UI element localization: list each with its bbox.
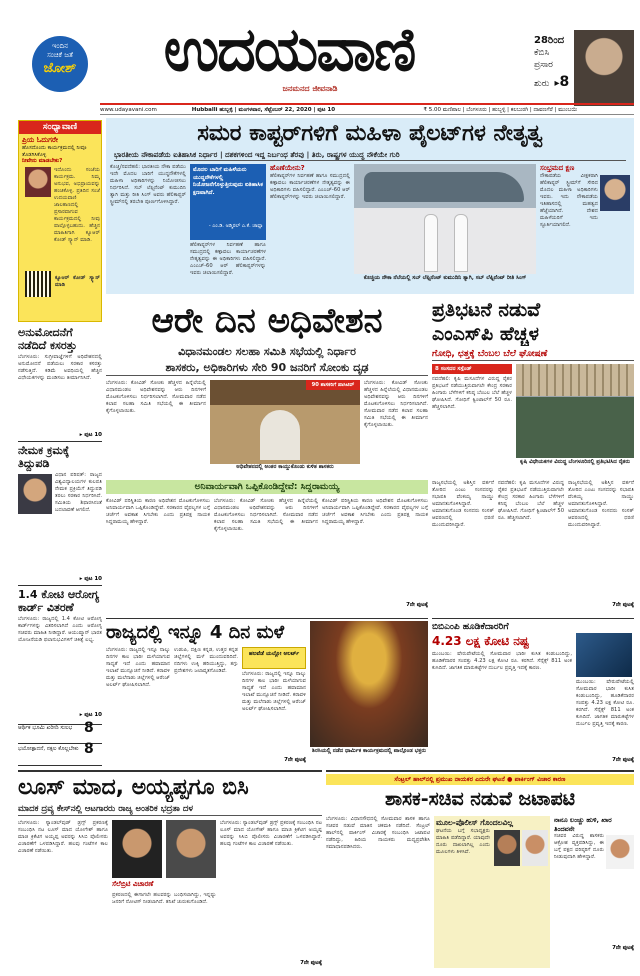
left-story-1-cont: ▸ ಪುಟ 10	[79, 432, 102, 438]
clash-box-title: ಮೂಲ-ಪೊಲೀಸ್ ಗೊಂದಲವಿಲ್ಲ	[436, 818, 513, 827]
drugs-photo-1	[112, 820, 162, 878]
bbmp-title: ಬಿಬಿಎಂಪಿ ಹೂಡಿಕೆದಾರರಿಗೆ	[432, 622, 509, 632]
clash-photo-2	[494, 830, 520, 866]
left-story-3-cont: ▸ ಪುಟ 10	[79, 712, 102, 718]
bbmp-headline[interactable]: 4.23 ಲಕ್ಷ ಕೋಟಿ ನಷ್ಟ	[432, 634, 529, 648]
clash-story	[326, 770, 634, 970]
helicopter	[364, 172, 524, 202]
pointer-1-page: 8	[84, 720, 94, 736]
promo-line-4: ಶುರು	[534, 79, 550, 89]
protest-body-3: ನವದೆಹಲಿ: ಕೃಷಿ ಮಸೂದೆಗಳ ವಿರುದ್ಧ ರೈತರ ಪ್ರತಿಭಟನೆ ನಡೆಯುತ್ತಿರುವಾಗಲೇ ಕೇಂದ್ರ ಸರಕಾರ ಹಿಂಗಾರು ಬೆಳೆಗಳಿಗೆ ಕನಿಷ್ಠ ಬೆಂಬಲ ಬೆಲೆ ಹೆಚ್ಚಳ ಘೋಷಿಸಿದೆ. ಗೋಧಿಗೆ ಕ್ವಿಂಟಾಲ್‌ಗೆ 50 ರೂ. ಹೆಚ್ಚಿಸಲಾಗಿದೆ.	[498, 480, 564, 521]
lead-side	[540, 164, 630, 292]
masthead	[0, 0, 640, 100]
rain-body-2: ಉಡುಪಿ, ದಕ್ಷಿಣ ಕನ್ನಡ, ಉತ್ತರ ಕನ್ನಡ ಜಿಲ್ಲೆಗಳಲ್ಲಿ ಮಳೆ ಮುಂದುವರಿದಿದೆ. ನದಿಗಳು ಉಕ್ಕಿ ಹರಿಯುತ್ತಿದ್ದು, ತಗ್ಗು ಪ್ರದೇಶಗಳು ಜಲಾವೃತಗೊಂಡಿವೆ.	[174, 647, 238, 674]
session-body-5: ಕೋವಿಡ್ ಪರಿಸ್ಥಿತಿಯ ಕಾರಣ ಅಧಿವೇಶನ ಮೊಟಕುಗೊಳಿಸಲು ಅನಿವಾರ್ಯವಾಗಿ ಒಪ್ಪಿಕೊಂಡಿದ್ದೇವೆ. ಸರಕಾರದ ವೈಫಲ್ಯಗಳ ಬಗ್ಗೆ ಚರ್ಚೆಗೆ ಅವಕಾಶ ಸಿಗಬೇಕು ಎಂದು ಪ್ರತಿಪಕ್ಷ ನಾಯಕ ಸಿದ್ದರಾಮಯ್ಯ ಹೇಳಿದ್ದಾರೆ.	[322, 498, 428, 525]
left-story-3-body: ಬೆಂಗಳೂರು: ರಾಜ್ಯದಲ್ಲಿ 1.4 ಕೋಟಿ ಆರೋಗ್ಯ ಕಾರ್ಡ್‌ಗಳನ್ನು ವಿತರಿಸಲಾಗಿದೆ ಎಂದು ಆರೋಗ್ಯ ಸಚಿವರು ಮಾಹಿತಿ ನೀಡಿದ್ದಾರೆ. ಆಯುಷ್ಮಾನ್ ಭಾರತ ಯೋಜನೆಯಡಿ ಫಲಾನುಭವಿಗಳಿಗೆ ಚಿಕಿತ್ಸೆ ಲಭ್ಯ.	[18, 616, 102, 643]
left-story-1-cont-text[interactable]: ಪುಟ 10	[84, 432, 102, 438]
drugs-headline[interactable]: ಲೂಸ್ ಮಾದ, ಅಯ್ಯಪ್ಪಗೂ ಬಿಸಿ	[18, 775, 249, 800]
rain-body-1: ಬೆಂಗಳೂರು: ರಾಜ್ಯದಲ್ಲಿ ಇನ್ನೂ ನಾಲ್ಕು ದಿನಗಳ ಕಾಲ ಭಾರೀ ಮಳೆಯಾಗುವ ಸಾಧ್ಯತೆ ಇದೆ ಎಂದು ಹವಾಮಾನ ಇಲಾಖೆ ಮುನ್ಸೂಚನೆ ನೀಡಿದೆ. ಕರಾವಳಿ ಮತ್ತು ಮಲೆನಾಡು ಜಿಲ್ಲೆಗಳಲ್ಲಿ ಆರೆಂಜ್ ಅಲರ್ಟ್ ಘೋಷಿಸಲಾಗಿದೆ.	[106, 647, 170, 688]
lead-body-1: ಕೊಚ್ಚಿ/ನವದೆಹಲಿ: ಭಾರತೀಯ ನೌಕಾ ಪಡೆಯು ಇದೇ ಮೊದಲ ಬಾರಿಗೆ ಯುದ್ಧನೌಕೆಗಳಲ್ಲಿ ಮಹಿಳಾ ಅಧಿಕಾರಿಗಳನ್ನು ನಿಯೋಜಿಸಲು ನಿರ್ಧರಿಸಿದೆ. ಸಬ್ ಲೆಫ್ಟಿನೆಂಟ್ ಕುಮುದಿನಿ ತ್ಯಾಗಿ ಮತ್ತು ರೀತಿ ಸಿಂಗ್ ಅವರು ಹೆಲಿಕಾಪ್ಟರ್ ಸ್ಟ್ರೀಮ್‌ನಲ್ಲಿ ತರಬೇತಿ ಪೂರ್ಣಗೊಳಿಸಿದ್ದಾರೆ.	[110, 164, 186, 205]
lead-side-title: ಸಂಭ್ರಮದ ಕ್ಷಣ	[540, 164, 575, 172]
promo-page-arrow: ▸	[554, 78, 560, 89]
lead-box	[270, 164, 350, 292]
badge-line-3: ಜೋಶ್	[43, 61, 77, 76]
rain-photo[interactable]	[310, 621, 428, 747]
session-story	[106, 298, 428, 614]
rain-tag: ಹಲವೆಡೆ ಯಲ್ಲೋ ಅಲರ್ಟ್	[242, 647, 306, 669]
clash-side-body: ಸಚಿವರ ವಿರುದ್ಧ ಶಾಸಕರು ಆಕ್ರೋಶ ವ್ಯಕ್ತಪಡಿಸಿದ್ದು, ಈ ಬಗ್ಗೆ ಪಕ್ಷದ ವರಿಷ್ಠರಿಗೆ ದೂರು ನೀಡುವುದಾಗಿ ಹೇಳಿದ್ದಾರೆ.	[554, 833, 604, 860]
lead-side-photo	[600, 175, 630, 211]
left-column	[18, 326, 102, 766]
lead-side-body: ನೌಕಾಪಡೆಯ ವೀಕ್ಷಕರಾಗಿ ಹೆಲಿಕಾಪ್ಟರ್ ಸ್ಟ್ರೀಮ್‌ಗೆ ಸೇರಿದ ಮೊದಲ ಮಹಿಳಾ ಅಧಿಕಾರಿಗಳು ಇವರು. ಇದು ನೌಕಾಪಡೆಯ ಇತಿಹಾಸದಲ್ಲಿ ಮಹತ್ವದ ಹೆಜ್ಜೆಯಾಗಿದೆ. ದೇಶದ ಮಹಿಳೆಯರಿಗೆ ಇದು ಸ್ಫೂರ್ತಿಯಾಗಲಿದೆ.	[540, 173, 598, 228]
protest-headline-2[interactable]: ಎಂಎಸ್‌ಪಿ ಹೆಚ್ಚಳ	[432, 323, 539, 345]
drugs-quote: ಸೆಲೆಬ್ರಿಟಿ ವಿಚಾರಣೆ	[112, 880, 154, 888]
sandhyavani-lead-1: ಪ್ರಿಯ ಓದುಗರೇ	[22, 136, 58, 144]
left-story-1-body: ಬೆಂಗಳೂರು: ಸುಗ್ರೀವಾಜ್ಞೆಗಳಿಗೆ ಅಧಿವೇಶನದಲ್ಲಿ ಅನುಮೋದನೆ ಪಡೆಯಲು ಸರಕಾರ ಕಸರತ್ತು ನಡೆಸುತ್ತಿದೆ. ಕಡಿಮೆ ಅವಧಿಯಲ್ಲಿ ಹೆಚ್ಚಿನ ವಿಧೇಯಕಗಳನ್ನು ಮಂಡಿಸಲು ತೀರ್ಮಾನಿಸಿದೆ.	[18, 354, 102, 381]
session-body-1: ಬೆಂಗಳೂರು: ಕೋವಿಡ್ ಸೋಂಕು ಹೆಚ್ಚಳದ ಹಿನ್ನೆಲೆಯಲ್ಲಿ ವಿಧಾನಮಂಡಲ ಅಧಿವೇಶನವನ್ನು ಆರು ದಿನಗಳಿಗೆ ಮೊಟಕುಗೊಳಿಸಲು ನಿರ್ಧರಿಸಲಾಗಿದೆ. ಸೋಮವಾರ ನಡೆದ ಕಲಾಪ ಸಲಹಾ ಸಮಿತಿ ಸಭೆಯಲ್ಲಿ ಈ ತೀರ್ಮಾನ ಕೈಗೊಳ್ಳಲಾಯಿತು.	[106, 380, 206, 414]
sandhyavani-body: ಇದೊಂದು ಸಂಜೆಯ ಕಾರ್ಯಕ್ರಮ. ನಿಮ್ಮ ಅನುಭವ, ಅಭಿಪ್ರಾಯವನ್ನು ಹಂಚಿಕೊಳ್ಳಿ. ಪ್ರತಿದಿನ ಸಂಜೆ ಉದಯವಾಣಿ ಜಾಲತಾಣದಲ್ಲಿ ಪ್ರಸಾರವಾಗುವ ಕಾರ್ಯಕ್ರಮದಲ್ಲಿ ನೀವು ಪಾಲ್ಗೊಳ್ಳಬಹುದು. ಹೆಚ್ಚಿನ ಮಾಹಿತಿಗಾಗಿ ಕ್ಯೂಆರ್ ಕೋಡ್ ಸ್ಕ್ಯಾನ್ ಮಾಡಿ.	[54, 167, 100, 243]
rain-caption: ಶಿರಸಿಯಲ್ಲಿ ನಡೆದ ಧಾರ್ಮಿಕ ಕಾರ್ಯಕ್ರಮದಲ್ಲಿ ಪಾಲ್ಗೊಂಡ ಭಕ್ತರು	[311, 748, 427, 754]
session-band: ಅನಿವಾರ್ಯವಾಗಿ ಒಪ್ಪಿಕೊಂಡಿದ್ದೇವೆ: ಸಿದ್ದರಾಮಯ್ಯ	[106, 480, 428, 494]
officer-1	[424, 214, 438, 272]
badge-line-2: ಸಂಚಿಕೆ ಜತೆ	[47, 51, 73, 59]
session-headline[interactable]: ಆರೇ ದಿನ ಅಧಿವೇಶನ	[151, 301, 383, 341]
left-story-2-body: ವಿಧಾನ ಪರಿಷತ್: ರಾಜ್ಯದ ವಿಶ್ವವಿದ್ಯಾಲಯಗಳ ಕುಲಪತಿ ನೇಮಕ ಪ್ರಕ್ರಿಯೆಗೆ ತಿದ್ದುಪಡಿ ತರಲು ಸರಕಾರ ನಿರ್ಧರಿಸಿದೆ. ಸಮಿತಿಯ ಶಿಫಾರಸಿನಂತೆ ಬದಲಾವಣೆ ಆಗಲಿದೆ.	[55, 472, 102, 513]
lead-box-body: ಹೆಲಿಕಾಪ್ಟರ್‌ಗಳ ನಿರ್ವಹಣೆ ಹಾಗೂ ಸಮುದ್ರದಲ್ಲಿ ಕಣ್ಗಾವಲು ಕಾರ್ಯಾಚರಣೆಗಳ ನೇತೃತ್ವವನ್ನು ಈ ಅಧಿಕಾರಿಗಳು ವಹಿಸಲಿದ್ದಾರೆ. ಎಂಎಚ್-60 ಆರ್ ಹೆಲಿಕಾಪ್ಟರ್‌ಗಳನ್ನು ಇವರು ಚಲಾಯಿಸಲಿದ್ದಾರೆ.	[270, 173, 350, 200]
edition-info: Hubballi ಹುಬ್ಬಳ್ಳಿ | ಮಂಗಳವಾರ, ಸೆಪ್ಟೆಂಬರ್ 22, 2020 | ಪುಟ 10	[191, 107, 336, 113]
clash-photo-1	[522, 830, 548, 866]
sandhyavani-photo	[25, 167, 51, 197]
left-story-1-title: ಅನುಮೋದನೆಗೆ ನಡೆದಿದೆ ಕಸರತ್ತು	[18, 326, 77, 352]
promo-line-1: 28ರಿಂದ	[534, 35, 565, 46]
left-story-2-cont: ▸ ಪುಟ 10	[79, 576, 102, 582]
protest-cont[interactable]: 7ನೇ ಪುಟಕ್ಕೆ	[612, 602, 634, 608]
badge-line-1: ಇಂದಿನ	[51, 42, 69, 50]
session-photo[interactable]	[210, 380, 360, 464]
divider	[18, 441, 102, 442]
lead-headline[interactable]: ಸಮರ ಕಾಪ್ಟರ್‌ಗಳಿಗೆ ಮಹಿಳಾ ಪೈಲಟ್‌ಗಳ ನೇತೃತ್ವ	[197, 121, 543, 146]
seated-figure	[260, 410, 300, 460]
promo-line-2: ಕೆಬಿಸಿ	[534, 48, 550, 58]
bbmp-photo	[576, 633, 632, 677]
protest-story	[432, 298, 634, 614]
left-story-2-title: ನೇಮಕ ಕ್ರಮಕ್ಕೆ ತಿದ್ದುಪಡಿ	[18, 444, 70, 470]
pointer-2-page: 8	[84, 741, 94, 757]
session-body-3: ಕೋವಿಡ್ ಪರಿಸ್ಥಿತಿಯ ಕಾರಣ ಅಧಿವೇಶನ ಮೊಟಕುಗೊಳಿಸಲು ಅನಿವಾರ್ಯವಾಗಿ ಒಪ್ಪಿಕೊಂಡಿದ್ದೇವೆ. ಸರಕಾರದ ವೈಫಲ್ಯಗಳ ಬಗ್ಗೆ ಚರ್ಚೆಗೆ ಅವಕಾಶ ಸಿಗಬೇಕು ಎಂದು ಪ್ರತಿಪಕ್ಷ ನಾಯಕ ಸಿದ್ದರಾಮಯ್ಯ ಹೇಳಿದ್ದಾರೆ.	[106, 498, 210, 525]
protest-photo[interactable]	[516, 364, 634, 458]
lead-quote: ಮೊದಲ ಬಾರಿಗೆ ಮಹಿಳೆಯರು ಯುದ್ಧನೌಕೆಗಳಲ್ಲಿ ನಿಯೋಜನೆಗೊಳ್ಳುತ್ತಿರುವುದು ಐತಿಹಾಸಿಕ ಕ್ಷಣವಾಗಿದೆ.	[193, 167, 263, 196]
clash-side	[554, 816, 634, 968]
lead-quote-by: - ಎಂ.ಡಿ. ಅಡ್ಮಿರಲ್ ಎ.ಕೆ. ಚಾವ್ಲಾ	[208, 223, 263, 229]
clash-cont[interactable]: 7ನೇ ಪುಟಕ್ಕೆ	[612, 945, 634, 951]
session-sub-2: ಶಾಸಕರು, ಅಧಿಕಾರಿಗಳು ಸೇರಿ 90 ಜನರಿಗೆ ಸೋಂಕು ದೃಢ	[106, 360, 428, 376]
session-body-2: ಬೆಂಗಳೂರು: ಕೋವಿಡ್ ಸೋಂಕು ಹೆಚ್ಚಳದ ಹಿನ್ನೆಲೆಯಲ್ಲಿ ವಿಧಾನಮಂಡಲ ಅಧಿವೇಶನವನ್ನು ಆರು ದಿನಗಳಿಗೆ ಮೊಟಕುಗೊಳಿಸಲು ನಿರ್ಧರಿಸಲಾಗಿದೆ. ಸೋಮವಾರ ನಡೆದ ಕಲಾಪ ಸಲಹಾ ಸಮಿತಿ ಸಭೆಯಲ್ಲಿ ಈ ತೀರ್ಮಾನ ಕೈಗೊಳ್ಳಲಾಯಿತು.	[364, 380, 428, 428]
website[interactable]: www.udayavani.com	[100, 107, 157, 113]
lead-subhead: ಭಾರತೀಯ ನೌಕಾಪಡೆಯ ಐತಿಹಾಸಿಕ ನಿರ್ಧಾರ | ದಶಕಗಳಿಂದ ಇದ್ದ ನಿರ್ಬಂಧ ತೆರವು | ತಿರು, ರಾಷ್ಟ್ರಗಳ ಯುದ್ಧ ನೌಕೆಯೇ ಗುರಿ	[114, 150, 626, 161]
left-story-2-cont-text[interactable]: ಪುಟ 10	[84, 576, 102, 582]
dateline-bar	[100, 103, 634, 115]
kbc-promo	[534, 34, 634, 106]
lead-photo[interactable]	[354, 164, 536, 274]
session-cont[interactable]: 7ನೇ ಪುಟಕ್ಕೆ	[406, 602, 428, 608]
protest-tag: 8 ಸಂಸದರ ಸಸ್ಪೆಂಡ್	[432, 364, 512, 374]
drugs-sub: ಮಾದಕ ದ್ರವ್ಯ ಕೇಸ್‌ನಲ್ಲಿ ಆಟಗಾರರು ರಾಜ್ಯ ಅಂತರಿಕ ಭದ್ರತಾ ದಳ	[18, 803, 322, 816]
josh-badge	[32, 36, 88, 92]
bbmp-story	[432, 618, 634, 766]
drugs-body-1: ಬೆಂಗಳೂರು: ಸ್ಯಾಂಡಲ್‌ವುಡ್ ಡ್ರಗ್ಸ್ ಪ್ರಕರಣಕ್ಕೆ ಸಂಬಂಧಿಸಿ ನಟ ಲೂಸ್ ಮಾದ ಯೋಗೇಶ್ ಹಾಗೂ ಮಾಜಿ ಕ್ರಿಕೆಟಿಗ ಅಯ್ಯಪ್ಪ ಅವರನ್ನು ಸಿಸಿಬಿ ಪೊಲೀಸರು ವಿಚಾರಣೆಗೆ ಒಳಪಡಿಸಿದ್ದಾರೆ. ಹಲವು ಗಂಟೆಗಳ ಕಾಲ ವಿಚಾರಣೆ ನಡೆಯಿತು.	[18, 820, 108, 854]
sandhyavani-title: ಸಂಧ್ಯಾವಾಣಿ	[19, 121, 101, 134]
lead-box-title: ಹೊಣೆಯೇನು?	[270, 164, 305, 172]
rain-story	[106, 618, 428, 766]
rain-cont[interactable]: 7ನೇ ಪುಟಕ್ಕೆ	[284, 757, 306, 763]
rain-headline[interactable]: ರಾಜ್ಯದಲ್ಲಿ ಇನ್ನೂ 4 ದಿನ ಮಳೆ	[106, 622, 285, 643]
clash-box	[434, 816, 550, 968]
price-info: ₹ 5.00 ಮಣಿಪಾಲ | ಬೆಂಗಳೂರು | ಹುಬ್ಬಳ್ಳಿ | ಕಲಬುರಗಿ | ದಾವಣಗೆರೆ | ಮುಂಬಯಿ	[423, 107, 578, 113]
promo-photo	[574, 30, 634, 106]
drugs-body-2: ಪ್ರಕರಣದಲ್ಲಿ ಈಗಾಗಲೇ ಹಲವರನ್ನು ಬಂಧಿಸಲಾಗಿದ್ದು, ಇನ್ನಷ್ಟು ಜನರಿಗೆ ನೋಟಿಸ್ ನೀಡಲಾಗಿದೆ. ತನಿಖೆ ಚುರುಕುಗೊಂಡಿದೆ.	[112, 892, 216, 905]
parliament-building	[516, 364, 634, 396]
drugs-cont[interactable]: 7ನೇ ಪುಟಕ್ಕೆ	[300, 960, 322, 966]
promo-page: 8	[559, 74, 570, 90]
session-body-4: ಬೆಂಗಳೂರು: ಕೋವಿಡ್ ಸೋಂಕು ಹೆಚ್ಚಳದ ಹಿನ್ನೆಲೆಯಲ್ಲಿ ವಿಧಾನಮಂಡಲ ಅಧಿವೇಶನವನ್ನು ಆರು ದಿನಗಳಿಗೆ ಮೊಟಕುಗೊಳಿಸಲು ನಿರ್ಧರಿಸಲಾಗಿದೆ. ಸೋಮವಾರ ನಡೆದ ಕಲಾಪ ಸಲಹಾ ಸಮಿತಿ ಸಭೆಯಲ್ಲಿ ಈ ತೀರ್ಮಾನ ಕೈಗೊಳ್ಳಲಾಯಿತು.	[214, 498, 318, 532]
protest-body-2: ರಾಜ್ಯಸಭೆಯಲ್ಲಿ ಅಶಿಸ್ತಿನ ವರ್ತನೆ ತೋರಿದ ಎಂಟು ಸಂಸದರನ್ನು ಸಭಾಪತಿ ವೆಂಕಯ್ಯ ನಾಯ್ಡು ಅಮಾನತುಗೊಳಿಸಿದ್ದಾರೆ. ಅಮಾನತುಗೊಂಡ ಸಂಸದರು ಸಂಸತ್ ಆವರಣದಲ್ಲಿ ಧರಣಿ ಮುಂದುವರಿಸಿದ್ದಾರೆ.	[432, 480, 494, 528]
qr-label: ಕ್ಯೂಆರ್ ಕೋಡ್ ಸ್ಕ್ಯಾನ್ ಮಾಡಿ	[55, 275, 100, 288]
sandhyavani-lead-3: ನೀವೇನು ಮಾಡಬೇಕು?	[22, 158, 63, 164]
clash-kicker: ಸೆಂಟ್ರಲ್ ಹಾಲ್‌ನಲ್ಲಿ ಪ್ರಮುಖ ನಾಯಕರ ಎದುರೇ ಘಟನೆ ● ಪಾರ್ಕಿಂಗ್ ವಿಚಾರ ಕಾರಣ	[326, 774, 634, 785]
protest-body-1: ನವದೆಹಲಿ: ಕೃಷಿ ಮಸೂದೆಗಳ ವಿರುದ್ಧ ರೈತರ ಪ್ರತಿಭಟನೆ ನಡೆಯುತ್ತಿರುವಾಗಲೇ ಕೇಂದ್ರ ಸರಕಾರ ಹಿಂಗಾರು ಬೆಳೆಗಳಿಗೆ ಕನಿಷ್ಠ ಬೆಂಬಲ ಬೆಲೆ ಹೆಚ್ಚಳ ಘೋಷಿಸಿದೆ. ಗೋಧಿಗೆ ಕ್ವಿಂಟಾಲ್‌ಗೆ 50 ರೂ. ಹೆಚ್ಚಿಸಲಾಗಿದೆ.	[432, 376, 512, 410]
clash-headline[interactable]: ಶಾಸಕ-ಸಚಿವ ನಡುವೆ ಜಟಾಪಟಿ	[384, 788, 576, 810]
left-story-2-photo	[18, 474, 52, 514]
drugs-story	[18, 770, 322, 970]
session-sub-1: ವಿಧಾನಮಂಡಲ ಸಲಹಾ ಸಮಿತಿ ಸಭೆಯಲ್ಲಿ ನಿರ್ಧಾರ	[178, 345, 356, 358]
left-story-3-cont-text[interactable]: ಪುಟ 10	[84, 712, 102, 718]
drugs-body-3: ಬೆಂಗಳೂರು: ಸ್ಯಾಂಡಲ್‌ವುಡ್ ಡ್ರಗ್ಸ್ ಪ್ರಕರಣಕ್ಕೆ ಸಂಬಂಧಿಸಿ ನಟ ಲೂಸ್ ಮಾದ ಯೋಗೇಶ್ ಹಾಗೂ ಮಾಜಿ ಕ್ರಿಕೆಟಿಗ ಅಯ್ಯಪ್ಪ ಅವರನ್ನು ಸಿಸಿಬಿ ಪೊಲೀಸರು ವಿಚಾರಣೆಗೆ ಒಳಪಡಿಸಿದ್ದಾರೆ. ಹಲವು ಗಂಟೆಗಳ ಕಾಲ ವಿಚಾರಣೆ ನಡೆಯಿತು.	[220, 820, 322, 847]
session-tag: 90 ಶಾಸಕರಿಗೆ ಪಾಸಿಟಿವ್	[306, 380, 360, 390]
qr-code[interactable]	[25, 271, 51, 297]
lead-story	[106, 118, 634, 294]
lead-caption: ಕೊಚ್ಚಿಯ ನೌಕಾ ನೆಲೆಯಲ್ಲಿ ಸಬ್ ಲೆಫ್ಟಿನೆಂಟ್ ಕುಮುದಿನಿ ತ್ಯಾಗಿ, ಸಬ್ ಲೆಫ್ಟಿನೆಂಟ್ ರೀತಿ ಸಿಂಗ್	[363, 275, 527, 281]
clash-body-1: ಬೆಂಗಳೂರು: ವಿಧಾನಸೌಧದಲ್ಲಿ ಸೋಮವಾರ ಶಾಸಕ ಹಾಗೂ ಸಚಿವರ ನಡುವೆ ಮಾತಿನ ಚಕಮಕಿ ನಡೆದಿದೆ. ಸೆಂಟ್ರಲ್ ಹಾಲ್‌ನಲ್ಲಿ ಪಾರ್ಕಿಂಗ್ ವಿಚಾರಕ್ಕೆ ಸಂಬಂಧಿಸಿ ಜಟಾಪಟಿ ನಡೆದಿದ್ದು, ಹಿರಿಯ ನಾಯಕರು ಮಧ್ಯಪ್ರವೇಶಿಸಿ ಸಮಾಧಾನಪಡಿಸಿದರು.	[326, 816, 430, 850]
clash-side-photo	[606, 835, 634, 869]
sandhyavani-panel	[18, 120, 102, 322]
sandhyavani-lead-2: ಹೊಸದೊಂದು ಕಾರ್ಯಕ್ರಮದಲ್ಲಿ ನೀವೂ ತೊಡಗಿಸಿಕೊಳ್ಳಿ	[22, 145, 87, 158]
protest-sub: ಗೋಧಿ, ಛತ್ತಕ್ಕೆ ಬೆಂಬಲ ಬೆಲೆ ಘೋಷಣೆ	[432, 348, 634, 361]
newspaper-tagline: ಜನಮನದ ಜೀವನಾಡಿ	[282, 84, 338, 93]
lead-quote-box	[190, 164, 266, 240]
bbmp-cont[interactable]: 7ನೇ ಪುಟಕ್ಕೆ	[612, 757, 634, 763]
clash-box-body: ಘಟನೆಯ ಬಗ್ಗೆ ಸಭಾಧ್ಯಕ್ಷರು ಮಾಹಿತಿ ಪಡೆದಿದ್ದಾರೆ. ಯಾವುದೇ ದೂರು ದಾಖಲಾಗಿಲ್ಲ ಎಂದು ಮೂಲಗಳು ತಿಳಿಸಿವೆ.	[436, 828, 490, 855]
left-story-3-title: 1.4 ಕೋಟಿ ಆರೋಗ್ಯ ಕಾರ್ಡ್ ವಿತರಣೆ	[18, 588, 100, 614]
pointer-1-text: ಆರ್ಥಿಕ ಭೂಮಿ ಖರೀದಿ ಸುಲಭ	[18, 725, 73, 731]
lead-body-1b: ಹೆಲಿಕಾಪ್ಟರ್‌ಗಳ ನಿರ್ವಹಣೆ ಹಾಗೂ ಸಮುದ್ರದಲ್ಲಿ ಕಣ್ಗಾವಲು ಕಾರ್ಯಾಚರಣೆಗಳ ನೇತೃತ್ವವನ್ನು ಈ ಅಧಿಕಾರಿಗಳು ವಹಿಸಲಿದ್ದಾರೆ. ಎಂಎಚ್-60 ಆರ್ ಹೆಲಿಕಾಪ್ಟರ್‌ಗಳನ್ನು ಇವರು ಚಲಾಯಿಸಲಿದ್ದಾರೆ.	[190, 242, 266, 276]
newspaper-title: ಉದಯವಾಣಿ	[163, 15, 415, 85]
divider	[18, 585, 102, 586]
bbmp-body-1: ಮುಂಬಯಿ: ಷೇರುಪೇಟೆಯಲ್ಲಿ ಸೋಮವಾರ ಭಾರೀ ಕುಸಿತ ಕಂಡುಬಂದಿದ್ದು, ಹೂಡಿಕೆದಾರರ ಸಂಪತ್ತು 4.23 ಲಕ್ಷ ಕೋಟಿ ರೂ. ಕರಗಿದೆ. ಸೆನ್ಸೆಕ್ಸ್ 811 ಅಂಕ ಕುಸಿದಿದೆ. ಜಾಗತಿಕ ಮಾರುಕಟ್ಟೆಗಳ ದುರ್ಬಲ ಪ್ರವೃತ್ತಿ ಇದಕ್ಕೆ ಕಾರಣ.	[432, 651, 572, 671]
bbmp-body-2: ಮುಂಬಯಿ: ಷೇರುಪೇಟೆಯಲ್ಲಿ ಸೋಮವಾರ ಭಾರೀ ಕುಸಿತ ಕಂಡುಬಂದಿದ್ದು, ಹೂಡಿಕೆದಾರರ ಸಂಪತ್ತು 4.23 ಲಕ್ಷ ಕೋಟಿ ರೂ. ಕರಗಿದೆ. ಸೆನ್ಸೆಕ್ಸ್ 811 ಅಂಕ ಕುಸಿದಿದೆ. ಜಾಗತಿಕ ಮಾರುಕಟ್ಟೆಗಳ ದುರ್ಬಲ ಪ್ರವೃತ್ತಿ ಇದಕ್ಕೆ ಕಾರಣ.	[576, 679, 634, 727]
officer-2	[454, 214, 468, 272]
pointer-2-text: ಭಯೋತ್ಪಾದನೆ, ನಕ್ಸಲ ಕೊಲ್ಲಬೇಕು	[18, 746, 79, 752]
protest-caption: ಕೃಷಿ ವಿಧೇಯಕಗಳ ವಿರುದ್ಧ ಬೆಂಗಳೂರಿನಲ್ಲಿ ಪ್ರತಿಭಟಿಸಿದ ರೈತರು	[519, 459, 630, 465]
left-pointer-2[interactable]	[18, 741, 102, 766]
session-caption: ಅಧಿವೇಶನದಲ್ಲಿ ಅಂತರ ಕಾಯ್ದುಕೊಂಡು ಕುಳಿತ ಶಾಸಕರು	[236, 464, 334, 470]
protest-headline-1[interactable]: ಪ್ರತಿಭಟನೆ ನಡುವೆ	[432, 299, 541, 321]
clash-side-title: ನಾನೂ ಲಂಚ್ಚು ಹುಳಿ, ಖಾರ ತಿಂದವನೇ	[554, 816, 612, 833]
protest-body-4: ರಾಜ್ಯಸಭೆಯಲ್ಲಿ ಅಶಿಸ್ತಿನ ವರ್ತನೆ ತೋರಿದ ಎಂಟು ಸಂಸದರನ್ನು ಸಭಾಪತಿ ವೆಂಕಯ್ಯ ನಾಯ್ಡು ಅಮಾನತುಗೊಳಿಸಿದ್ದಾರೆ. ಅಮಾನತುಗೊಂಡ ಸಂಸದರು ಸಂಸತ್ ಆವರಣದಲ್ಲಿ ಧರಣಿ ಮುಂದುವರಿಸಿದ್ದಾರೆ.	[568, 480, 634, 528]
drugs-photo-2	[166, 820, 216, 878]
promo-line-3: ಪ್ರಸಾರ	[534, 60, 553, 70]
rain-body-3: ಬೆಂಗಳೂರು: ರಾಜ್ಯದಲ್ಲಿ ಇನ್ನೂ ನಾಲ್ಕು ದಿನಗಳ ಕಾಲ ಭಾರೀ ಮಳೆಯಾಗುವ ಸಾಧ್ಯತೆ ಇದೆ ಎಂದು ಹವಾಮಾನ ಇಲಾಖೆ ಮುನ್ಸೂಚನೆ ನೀಡಿದೆ. ಕರಾವಳಿ ಮತ್ತು ಮಲೆನಾಡು ಜಿಲ್ಲೆಗಳಲ್ಲಿ ಆರೆಂಜ್ ಅಲರ್ಟ್ ಘೋಷಿಸಲಾಗಿದೆ.	[242, 671, 306, 712]
